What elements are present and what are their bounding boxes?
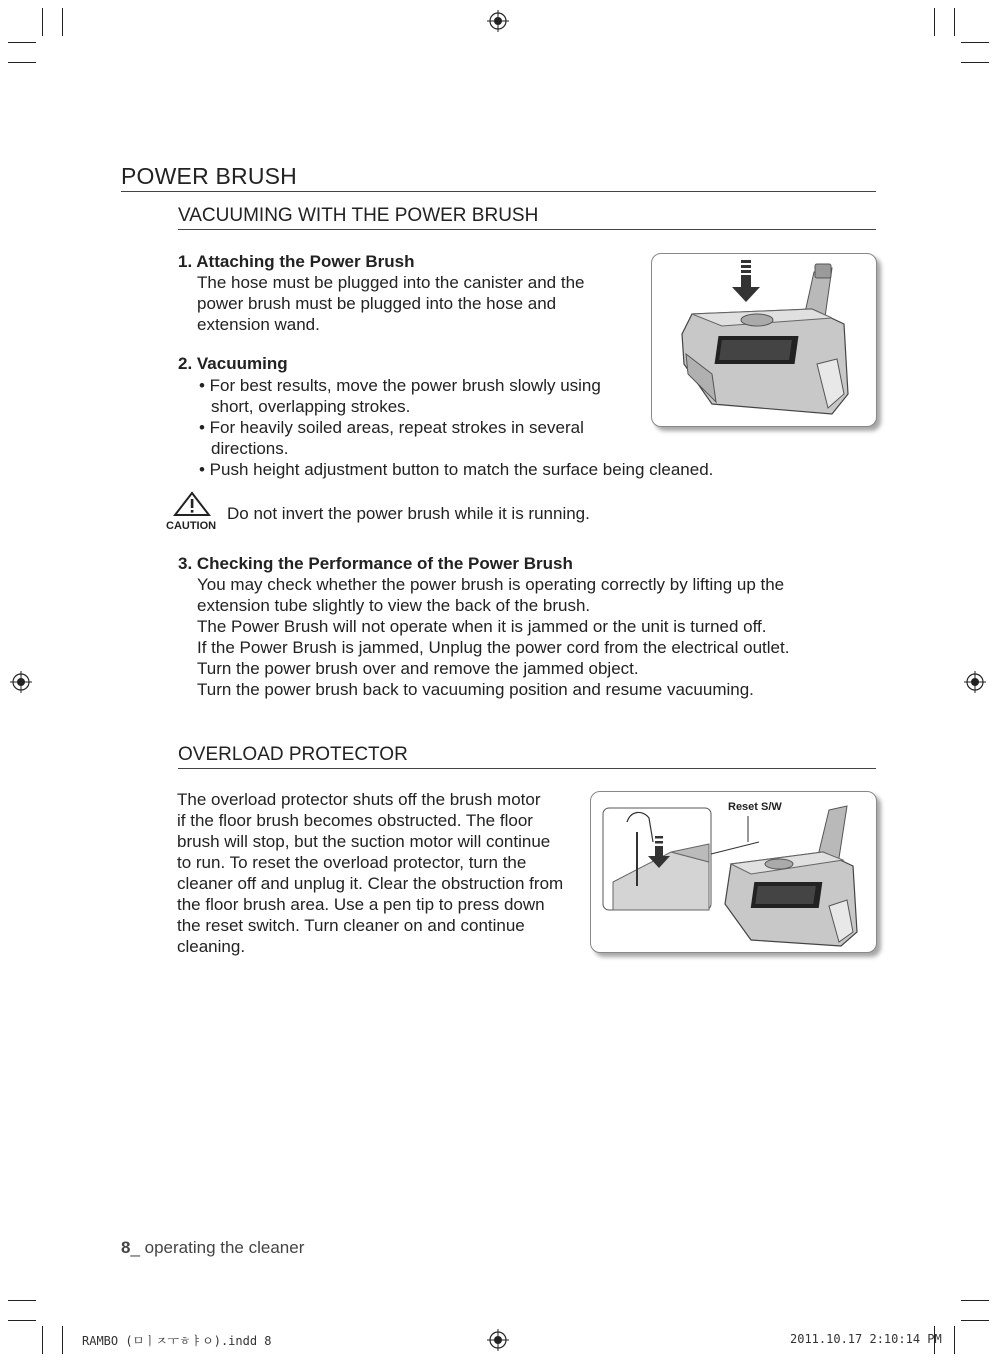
overload-drawing [591,792,876,952]
registration-mark-icon [964,671,986,693]
power-brush-drawing [652,254,876,426]
vacuuming-divider [178,229,876,230]
step2-bullet: • Push height adjustment button to match the surface being cleaned. [199,460,714,479]
step2-bullet: • For best results, move the power brush slowly using [199,376,601,395]
step3-line: Turn the power brush over and remove the jammed object. [197,659,639,678]
overload-heading: OVERLOAD PROTECTOR [178,744,408,765]
caution-label: CAUTION [166,520,217,532]
overload-line: brush will stop, but the suction motor will continue [177,832,551,851]
reset-switch-label: Reset S/W [728,801,782,813]
step3-title: 3. Checking the Performance of the Power Brush [178,554,573,573]
overload-line: to run. To reset the overload protector, turn the [177,853,527,872]
step1-title: 1. Attaching the Power Brush [178,252,415,271]
overload-line: the reset switch. Turn cleaner on and continue [177,916,525,935]
vacuuming-heading: VACUUMING WITH THE POWER BRUSH [178,205,539,226]
registration-mark-icon [487,1329,509,1351]
registration-mark-icon [487,10,509,32]
overload-line: if the floor brush becomes obstructed. The floor [177,811,533,830]
page-number: 8 [121,1238,131,1257]
step1-line: extension wand. [197,315,320,334]
step3-line: Turn the power brush back to vacuuming position and resume vacuuming. [197,680,754,699]
page-footer-label: _ operating the cleaner [130,1238,305,1257]
overload-line: cleaner off and unplug it. Clear the obstruction from [177,874,564,893]
section-divider [121,191,876,192]
step2-bullet-cont: directions. [211,439,289,458]
overload-illustration [590,791,877,953]
print-slug-timestamp: 2011.10.17 2:10:14 PM [790,1332,942,1346]
overload-line: cleaning. [177,937,246,956]
caution-text: Do not invert the power brush while it is running. [227,504,590,523]
step3-line: extension tube slightly to view the back of the brush. [197,596,591,615]
power-brush-illustration [651,253,877,427]
registration-mark-icon [10,671,32,693]
overload-divider [178,768,876,769]
step1-line: The hose must be plugged into the canister and the [197,273,585,292]
step2-bullet: • For heavily soiled areas, repeat strokes in several [199,418,584,437]
step2-bullet-cont: short, overlapping strokes. [211,397,411,416]
step3-line: You may check whether the power brush is operating correctly by lifting up the [197,575,785,594]
step2-title: 2. Vacuuming [178,354,288,373]
section-title: POWER BRUSH [121,163,297,189]
step1-line: power brush must be plugged into the hose and [197,294,557,313]
overload-line: The overload protector shuts off the brush motor [177,790,541,809]
caution-icon [173,491,211,517]
print-slug-file: RAMBO (ㅁㅣㅈㅜㅎㅑㅇ).indd 8 [82,1334,272,1348]
step3-line: If the Power Brush is jammed, Unplug the power cord from the electrical outlet. [197,638,790,657]
step3-line: The Power Brush will not operate when it is jammed or the unit is turned off. [197,617,767,636]
overload-line: the floor brush area. Use a pen tip to press down [177,895,545,914]
page-footer [121,1238,304,1258]
